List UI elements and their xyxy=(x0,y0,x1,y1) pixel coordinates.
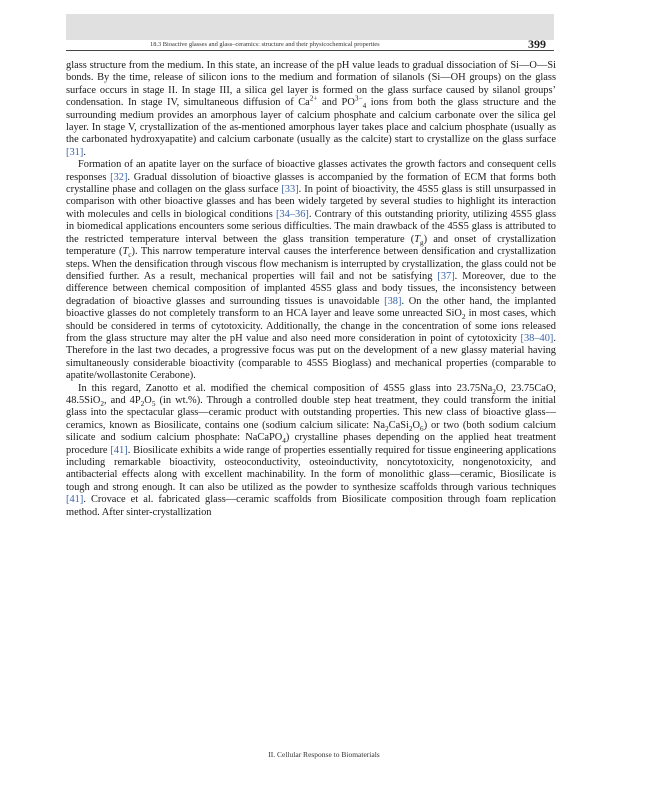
text-run: . Gradual dissolution of bioactive glasses is accompanied by the formation of ECM that forms both crystalline phase and collagen on the glass surface xyxy=(66,171,556,196)
text-run: 4 xyxy=(282,437,286,446)
footer: II. Cellular Response to Biomaterials xyxy=(268,750,380,759)
text-run: . On the other hand, the implanted bioactive glasses do not completely transform to an HCA layer and leave some unreacted SiO xyxy=(66,295,556,320)
citation-link[interactable]: [34–36] xyxy=(275,208,309,220)
text-run: 5 xyxy=(151,400,156,409)
text-run: 2 xyxy=(461,313,466,322)
text-run: CaSi xyxy=(388,419,409,431)
citation-link[interactable]: [31] xyxy=(66,146,84,158)
text-run: glass structure from the medium. In this state, an increase of the pH value leads to gradual dissociation of Si—O—Si bonds. By the time, release of silicon ions to the medium and formation of silanols (Si—OH groups) on the glass surface occurs in stage II. In stage III, a silica gel layer is formed on the glass surface caused by silanol groups’ condensation. In stage IV, simultaneous diffusion of Ca xyxy=(66,60,556,109)
text-run: , and 4P xyxy=(104,394,141,406)
text-run: ) or two (both sodium calcium silicate and sodium calcium phosphate: NaCaPO xyxy=(66,419,556,444)
text-run: (in wt.%). Through a controlled double step heat treatment, they could transform the initial glass into the spectacular glass—ceramic product with outstanding properties. This new class of bioactive glass—ceramics, known as Biosilicate, contains one (sodium calcium silicate: Na xyxy=(66,394,556,431)
text-run: ) crystalline phases depending on the applied heat treatment procedure xyxy=(66,432,556,456)
citation-link[interactable]: [38] xyxy=(384,295,402,307)
citation-link[interactable]: [41] xyxy=(110,444,128,456)
running-head: 18.3 Bioactive glasses and glass–ceramics: structure and their physicochemical properties xyxy=(150,41,380,48)
text-run: in most cases, which should be considered in terms of cytotoxicity. Additionally, the change in the concentration of some ions released from the glass structure may alter the pH value and also need more consideration in point of cytotoxicity xyxy=(66,308,556,344)
citation-link[interactable]: [41] xyxy=(66,494,84,506)
text-run: T xyxy=(122,246,129,258)
text-run: In this regard, Zanotto et al. modified the chemical composition of 45S5 glass into 23.75Na xyxy=(78,382,493,394)
text-run: 2 xyxy=(492,387,496,396)
header-band xyxy=(66,14,554,40)
text-run: . Crovace et al. fabricated glass—ceramic scaffolds from Biosilicate composition through foam replication method. After sinter-crystallization xyxy=(66,494,556,518)
citation-link[interactable]: [33] xyxy=(281,184,299,196)
text-run: O xyxy=(412,419,421,431)
text-run: 2 xyxy=(385,424,389,433)
text-run: 3− xyxy=(354,94,363,103)
text-run: ions from both the glass structure and the surrounding medium provides an amorphous layer of calcium phosphate and calcium carbonate over the silica gel layer. In stage V, crystallization of the as-mentioned amorphous layer takes place and calcium phosphate (usually as the carbonated hydroxyapatite) and calcium carbonate (usually as the calcite) start to crystallize on the glass surface xyxy=(66,97,557,146)
text-run: O xyxy=(144,394,152,406)
text-run: Formation of an apatite layer on the surface of bioactive glasses activates the growth factors and consequent cells responses xyxy=(66,159,556,183)
text-run: 4 xyxy=(362,102,367,111)
text-run: T xyxy=(414,233,420,245)
paragraph xyxy=(66,383,556,519)
citation-link[interactable]: [37] xyxy=(437,270,455,282)
text-run: . Moreover, due to the difference between chemical composition of implanted 45S5 glass and body tissues, the inconsistency between degradation of bioactive glasses and surrounding tissues is unavoidable xyxy=(66,270,556,307)
text-run: and PO xyxy=(317,97,355,109)
text-run: . In point of bioactivity, the 45S5 glass is still unsurpassed in comparison with other bioactive glasses and has been widely targeted by several studies to highlight its interaction with molecules and cells in biological conditions xyxy=(66,184,556,220)
text-run: . Therefore in the last two decades, a progressive focus was put on the development of a new glassy material having simultaneously considerable bioactivity (comparable to 45S5 Bioglass) and mechanical properties (comparable to apatite/wollastonite Cerabone). xyxy=(66,332,556,382)
text-run: . Biosilicate exhibits a wide range of properties essentially required for tissue engineering applications including remarkable bioactivity, osteoconductivity, osteoinductivity, noncytotoxicity, nongenotoxicity, and antibacterial effects along with excellent machinability. In the form of monolithic glass—ceramic, Biosilicate is tough and strong enough. It can also be utilized as the powder to synthesize scaffolds through various techniques xyxy=(66,444,557,493)
text-run: 2 xyxy=(140,400,145,409)
text-run: . Contrary of this outstanding priority, utilizing 45S5 glass in biomedical applications encounters some serious difficulties. The main drawback of the 45S5 glass is attributed to the restricted temperature interval between the glass transition temperature ( xyxy=(66,208,556,245)
paragraph xyxy=(66,60,556,159)
page-number: 399 xyxy=(528,37,546,51)
text-run: 2+ xyxy=(309,94,318,103)
text-run: . xyxy=(83,146,86,158)
text-run: ) and onset of crystallization temperature ( xyxy=(66,233,556,258)
citation-link[interactable]: [32] xyxy=(110,171,128,183)
header-rule xyxy=(66,50,554,51)
text-run: 2 xyxy=(100,400,104,409)
text-run: 2 xyxy=(408,424,413,433)
paragraph xyxy=(66,159,556,382)
text-run: O, 23.75CaO, 48.5SiO xyxy=(66,382,556,406)
body-text xyxy=(66,60,556,519)
text-run: c xyxy=(128,251,132,260)
text-run: ). This narrow temperature interval causes the interference between densification and crystallization steps. When the densification through viscous flow mechanism is interrupted by crystallization, the glass could not be densified further. As a result, mechanical properties will fail and not be satisfying xyxy=(66,246,556,282)
text-run: g xyxy=(419,238,424,247)
text-run: 6 xyxy=(420,424,424,433)
citation-link[interactable]: [38–40] xyxy=(520,332,554,344)
